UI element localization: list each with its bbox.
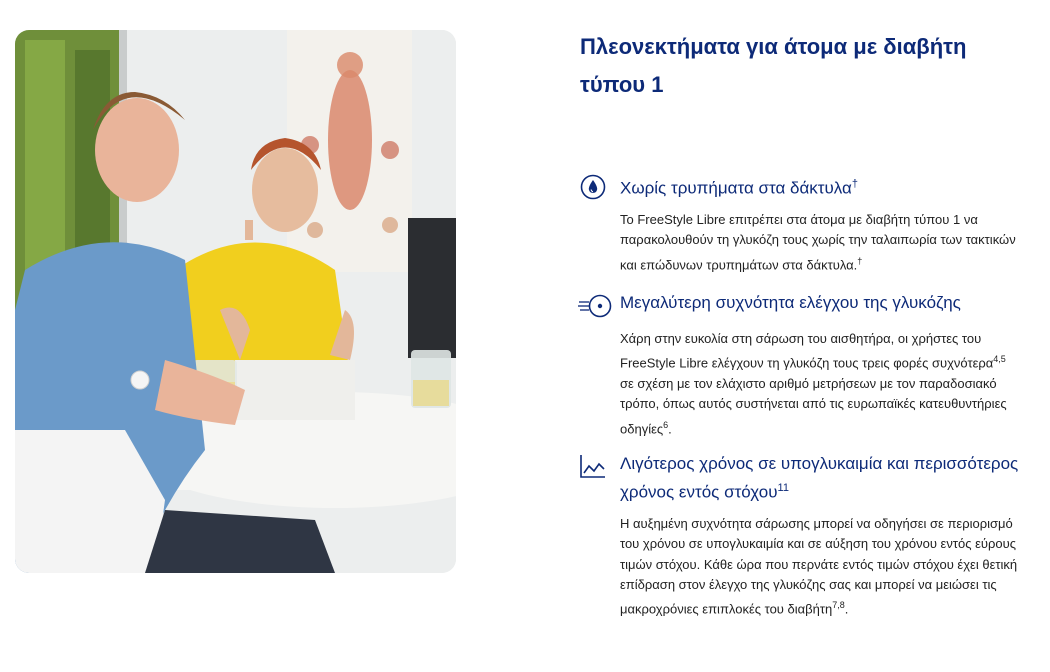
feature-heading: Λιγότερος χρόνος σε υπογλυκαιμία και περισσότερος χρόνος εντός στόχου$^{11}$ bbox=[620, 454, 1019, 502]
footnote-marker: 6 bbox=[663, 419, 669, 430]
footnote-marker: 11 bbox=[777, 482, 789, 494]
feature-body: Χάρη στην ευκολία στη σάρωση του αισθητήρα, οι χρήστες του FreeStyle Libre ελέγχουν τη γλυκόζη τους τρεις φορές συχνότερα$^{4,5}$ σε σχέση με τον ελάχιστο αριθμό μετρήσεων με τον παραδοσιακό τρόπο, όπως αυτός συστήνεται από τις ευρωπαϊκές κατευθυντήριες οδηγίες$^6$. bbox=[620, 331, 1007, 436]
footnote-marker: † bbox=[851, 178, 859, 190]
footnote-marker: † bbox=[857, 255, 863, 266]
feature-heading: Χωρίς τρυπήματα στα δάκτυλα† bbox=[620, 178, 859, 198]
page-title: Πλεονεκτήματα για άτομα με διαβήτη τύπου 1 bbox=[580, 34, 967, 97]
footnote-marker: 7,8 bbox=[832, 600, 845, 611]
feature-body: Η αυξημένη συχνότητα σάρωσης μπορεί να οδηγήσει σε περιορισμό του χρόνου σε υπογλυκαιμία και σε αύξηση του χρόνου εντός εύρους τιμών στόχου. Κάθε ώρα που περνάτε εντός τιμών στόχου έχει θετική επίδραση στον έλεγχο της γλυκόζης σας και μπορεί να μειώσει τις μακροχρόνιες επιπλοκές του διαβήτη$^{7,8}$. bbox=[620, 516, 1018, 617]
speed-scan-icon bbox=[578, 291, 608, 321]
feature-heading: Μεγαλύτερη συχνότητα ελέγχου της γλυκόζης bbox=[620, 293, 961, 312]
line-chart-icon bbox=[578, 452, 608, 482]
hero-photo bbox=[15, 30, 456, 573]
blood-drop-icon bbox=[578, 172, 608, 202]
footnote-marker: 4,5 bbox=[993, 354, 1006, 365]
feature-body: Το FreeStyle Libre επιτρέπει στα άτομα με διαβήτη τύπου 1 να παρακολουθούν τη γλυκόζη τους χωρίς την ταλαιπωρία των τακτικών και επώδυνων τρυπημάτων στα δάκτυλα.† bbox=[620, 212, 1016, 272]
